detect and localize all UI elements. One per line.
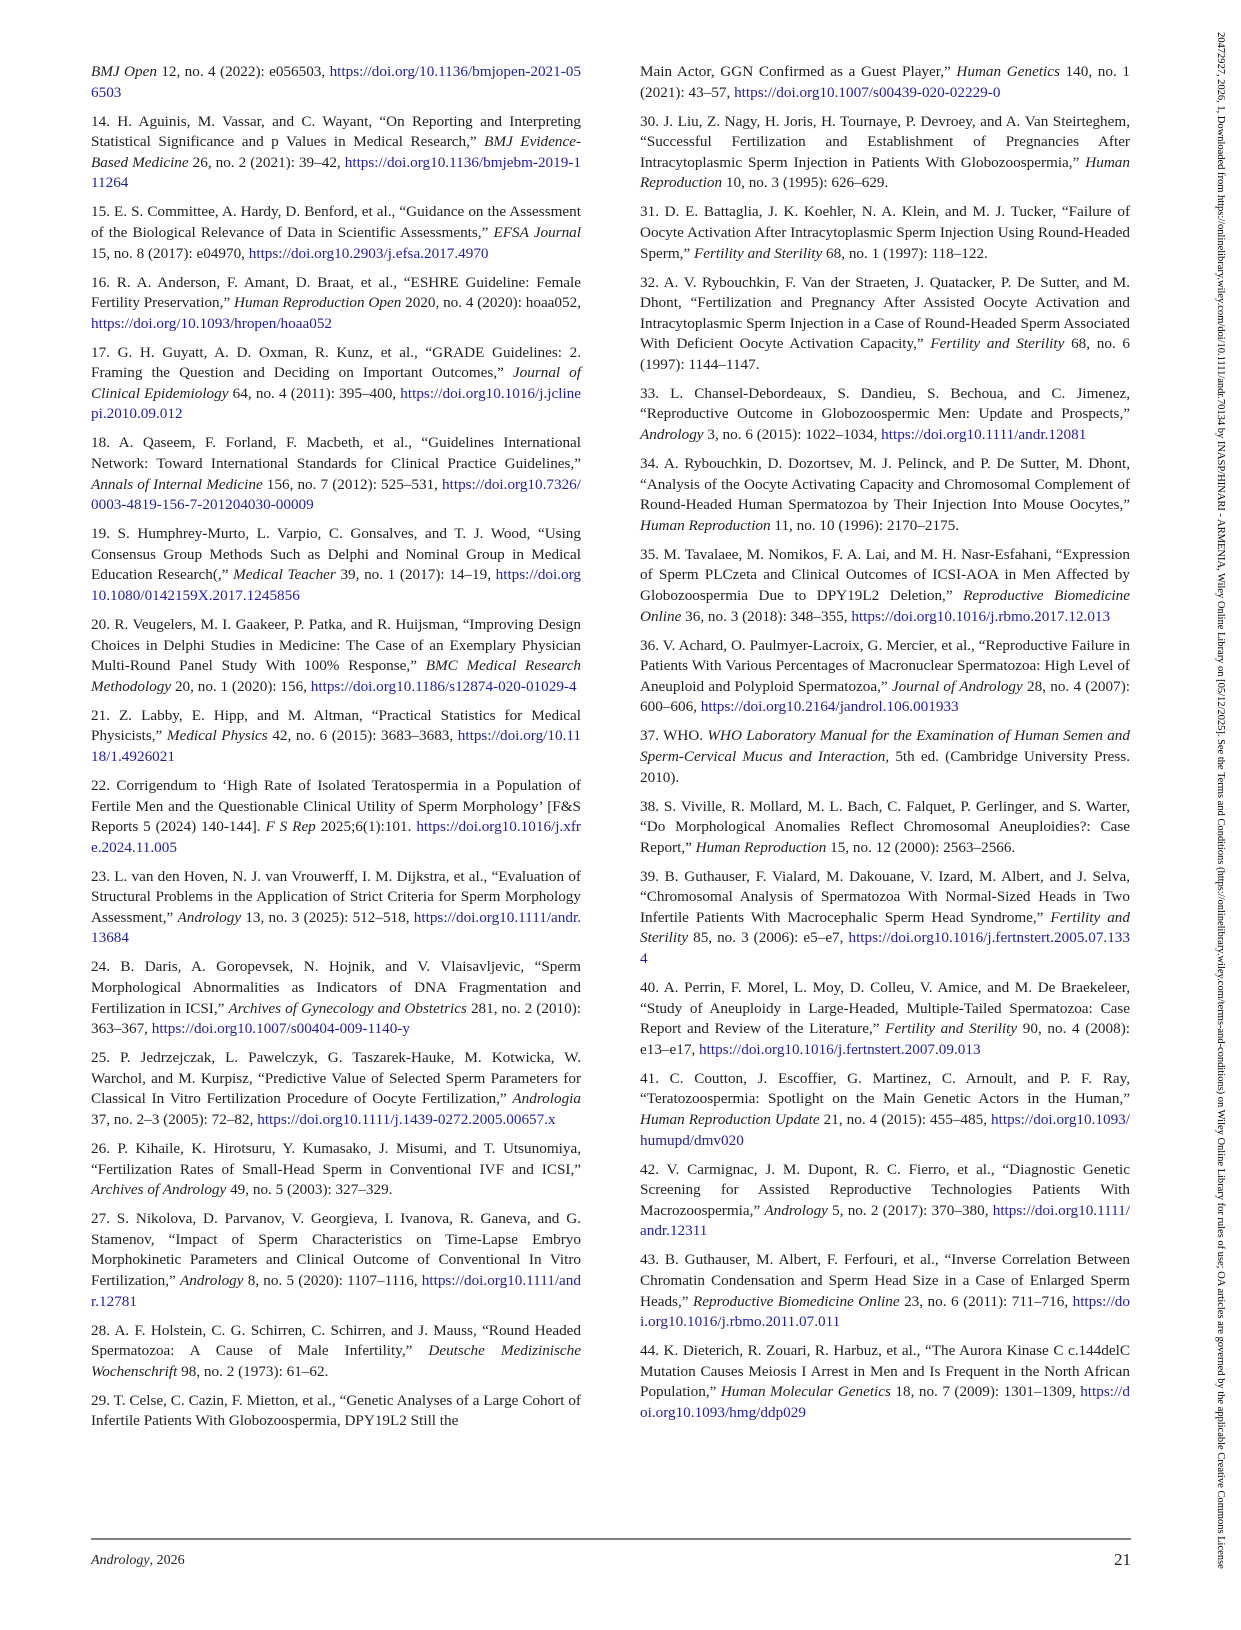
reference-text: 39. B. Guthauser, F. Vialard, M. Dakouane, V. Izard, M. Albert, and J. Selva, “Chromosomal Analysis of Spermatozoa With Normal-Sized Heads in Two Infertile Patients With Macrocephalic Sperm Head Syndrome,” xyxy=(640,867,1130,926)
reference-text: 15. E. S. Committee, A. Hardy, D. Benford, et al., “Guidance on the Assessment of the Biological Relevance of Data in Scientific Assessments,” xyxy=(91,203,581,241)
reference-text: 11, no. 10 (1996): 2170–2175. xyxy=(770,516,960,534)
reference-entry xyxy=(91,524,581,606)
reference-text: 25. P. Jedrzejczak, L. Pawelczyk, G. Taszarek-Hauke, M. Kotwicka, W. Warchol, and M. Kurpisz, “Predictive Value of Selected Sperm Parameters for Classical In Vitro Fertilization Procedure of Oocyte Fertilization,” xyxy=(91,1049,581,1108)
reference-text: 98, no. 2 (1973): 61–62. xyxy=(177,1362,329,1380)
reference-entry xyxy=(91,202,581,264)
reference-text: 43. B. Guthauser, M. Albert, F. Ferfouri, et al., “Inverse Correlation Between Chromatin Condensation and Sperm Head Size in a Case of Enlarged Sperm Heads,” xyxy=(640,1251,1130,1310)
doi-link[interactable]: https://doi.org10.1007/s00404-009-1140-y xyxy=(151,1020,410,1038)
references-left-column xyxy=(91,62,581,1440)
references-right-column xyxy=(640,62,1130,1432)
reference-text: 42. V. Carmignac, J. M. Dupont, R. C. Fierro, et al., “Diagnostic Genetic Screening for Assisted Reproductive Technologies Patients With Macrozoospermia,” xyxy=(640,1160,1130,1219)
journal-title: Journal of Clinical Epidemiology xyxy=(91,364,581,402)
doi-link[interactable]: https://doi.org10.1111/andr.12781 xyxy=(91,1271,581,1310)
doi-link[interactable]: https://doi.org10.1080/0142159X.2017.1245856 xyxy=(91,566,581,604)
reference-entry xyxy=(91,867,581,949)
reference-text: 33. L. Chansel-Debordeaux, S. Dandieu, S. Bechoua, and C. Jimenez, “Reproductive Outcome in Globozoospermic Men: Update and Prospects,” xyxy=(640,384,1130,423)
doi-link[interactable]: https://doi.org10.1136/bmjebm-2019-111264 xyxy=(91,153,581,192)
reference-text: 18. A. Qaseem, F. Forland, F. Macbeth, et al., “Guidelines International Network: Toward International Standards for Clinical Practice Guidelines,” xyxy=(91,434,581,473)
reference-entry xyxy=(91,1321,581,1383)
reference-text: 23, no. 6 (2011): 711–716, xyxy=(899,1292,1073,1310)
reference-entry xyxy=(640,1160,1130,1242)
reference-text: 41. C. Coutton, J. Escoffier, G. Martinez, C. Arnoult, and P. F. Ray, “Teratozoospermia: Spotlight on the Main Genetic Actors in the Human,” xyxy=(640,1069,1130,1108)
reference-text: 35. M. Tavalaee, M. Nomikos, F. A. Lai, and M. H. Nasr-Esfahani, “Expression of Sperm PLCzeta and Clinical Outcomes of ICSI-AOA in Men Affected by Globozoospermia Due to DPY19L2 Deletion,” xyxy=(640,545,1130,604)
reference-text: 15, no. 8 (2017): e04970, xyxy=(91,244,249,262)
journal-title: F S Rep xyxy=(265,818,316,836)
journal-title: Andrologia xyxy=(512,1090,581,1108)
reference-text: 2020, no. 4 (2020): hoaa052, xyxy=(401,294,582,312)
reference-entry xyxy=(91,112,581,194)
reference-text: 10, no. 3 (1995): 626–629. xyxy=(722,174,889,192)
reference-entry xyxy=(640,1250,1130,1332)
reference-text: 281, no. 2 (2010): 363–367, xyxy=(91,999,582,1038)
reference-text: 20. R. Veugelers, M. I. Gaakeer, P. Patka, and R. Huijsman, “Improving Design Choices in Delphi Studies in Medicine: The Case of an Exemplary Physician Multi-Round Panel Study With 100% Response,” xyxy=(91,615,581,675)
journal-title: Human Reproduction Update xyxy=(640,1111,820,1128)
reference-text: 34. A. Rybouchkin, D. Dozortsev, M. J. Pelinck, and P. De Sutter, M. Dhont, “Analysis of the Oocyte Activating Capacity and Chromosomal Complement of Round-Headed Human Spermatozoa by Their Injection Into Mouse Oocytes,” xyxy=(640,455,1130,514)
doi-link[interactable]: https://doi.org10.1016/j.fertnstert.2007.09.013 xyxy=(699,1040,981,1058)
reference-entry xyxy=(91,615,581,697)
reference-text: 140, no. 1 (2021): 43–57, xyxy=(640,63,1130,101)
reference-text: 29. T. Celse, C. Cazin, F. Mietton, et al., “Genetic Analyses of a Large Cohort of Infertile Patients With Globozoospermia, DPY19L2 Still the xyxy=(91,1391,581,1430)
reference-text: Main Actor, GGN Confirmed as a Guest Player,” xyxy=(640,63,957,80)
reference-entry xyxy=(91,62,581,103)
reference-entry xyxy=(91,1139,581,1201)
doi-link[interactable]: https://doi.org10.1111/andr.12081 xyxy=(881,426,1087,444)
reference-text: 31. D. E. Battaglia, J. K. Koehler, N. A. Klein, and M. J. Tucker, “Failure of Oocyte Activation After Intracytoplasmic Sperm Injection Using Round-Headed Sperm,” xyxy=(640,203,1130,262)
reference-text: 3, no. 6 (2015): 1022–1034, xyxy=(703,426,882,444)
reference-text: 12, no. 4 (2022): e056503, xyxy=(156,63,330,80)
doi-link[interactable]: https://doi.org/10.1136/bmjopen-2021-056503 xyxy=(91,63,581,101)
journal-title: Medical Teacher xyxy=(233,566,336,584)
doi-link[interactable]: https://doi.org10.1111/andr.12311 xyxy=(640,1201,1130,1240)
journal-title: Fertility and Sterility xyxy=(640,908,1130,947)
reference-text: 21, no. 4 (2015): 455–485, xyxy=(819,1111,992,1128)
journal-title: Human Reproduction Open xyxy=(233,294,402,312)
reference-text: 26, no. 2 (2021): 39–42, xyxy=(188,153,345,171)
journal-title: Annals of Internal Medicine xyxy=(91,475,263,493)
doi-link[interactable]: https://doi.org10.2903/j.efsa.2017.4970 xyxy=(248,244,489,262)
reference-text: 20, no. 1 (2020): 156, xyxy=(171,677,311,695)
reference-entry xyxy=(640,112,1130,194)
doi-link[interactable]: https://doi.org10.7326/0003-4819-156-7-201204030-00009 xyxy=(91,475,581,514)
reference-entry xyxy=(640,636,1130,718)
journal-title: Human Reproduction xyxy=(640,153,1130,192)
reference-entry xyxy=(91,706,581,768)
reference-entry xyxy=(640,454,1130,536)
reference-text: 37. WHO. xyxy=(640,727,708,745)
doi-link[interactable]: https://doi.org10.2164/jandrol.106.001933 xyxy=(700,698,959,716)
doi-link[interactable]: https://doi.org10.1186/s12874-020-01029-4 xyxy=(310,677,577,695)
reference-text: 39, no. 1 (2017): 14–19, xyxy=(335,566,496,584)
doi-link[interactable]: https://doi.org10.1093/humupd/dmv020 xyxy=(640,1111,1130,1149)
reference-text: 13, no. 3 (2025): 512–518, xyxy=(241,908,414,926)
reference-text: 49, no. 5 (2003): 327–329. xyxy=(226,1181,393,1199)
reference-entry xyxy=(640,1069,1130,1151)
reference-entry xyxy=(640,1341,1130,1423)
doi-link[interactable]: https://doi.org10.1016/j.fertnstert.2005.07.1334 xyxy=(640,929,1130,968)
journal-title: Fertility and Sterility xyxy=(694,244,823,262)
journal-title: Fertility and Sterility xyxy=(885,1020,1018,1038)
doi-link[interactable]: https://doi.org10.1016/j.rbmo.2017.12.013 xyxy=(851,607,1111,625)
reference-entry xyxy=(91,1048,581,1130)
download-watermark xyxy=(1208,32,1228,1602)
doi-link[interactable]: https://doi.org/10.1118/1.4926021 xyxy=(91,727,581,765)
reference-entry xyxy=(91,433,581,515)
reference-text: 15, no. 12 (2000): 2563–2566. xyxy=(826,838,1016,856)
reference-text: 90, no. 4 (2008): e13–e17, xyxy=(640,1020,1130,1058)
reference-text: 68, no. 1 (1997): 118–122. xyxy=(822,244,988,262)
journal-title: Andrology xyxy=(177,908,242,926)
reference-text: 36, no. 3 (2018): 348–355, xyxy=(681,607,852,625)
reference-text: 156, no. 7 (2012): 525–531, xyxy=(262,475,443,493)
reference-text: 2025;6(1):101. xyxy=(315,818,417,836)
journal-title: BMC Medical Research Methodology xyxy=(91,657,581,695)
reference-text: 68, no. 6 (1997): 1144–1147. xyxy=(640,335,1130,373)
reference-entry xyxy=(91,343,581,425)
reference-text: 42, no. 6 (2015): 3683–3683, xyxy=(267,727,458,745)
reference-entry xyxy=(640,62,1130,103)
reference-text: 18, no. 7 (2009): 1301–1309, xyxy=(890,1383,1081,1401)
footer-divider xyxy=(91,1538,1131,1540)
reference-text: 8, no. 5 (2020): 1107–1116, xyxy=(243,1271,422,1289)
reference-text: 28, no. 4 (2007): 600–606, xyxy=(640,677,1130,716)
doi-link[interactable]: https://doi.org10.1093/hmg/ddp029 xyxy=(640,1383,1130,1421)
reference-entry xyxy=(91,273,581,335)
journal-title: Human Genetics xyxy=(956,63,1060,80)
reference-text: 44. K. Dieterich, R. Zouari, R. Harbuz, et al., “The Aurora Kinase C c.144delC Mutation Causes Meiosis I Arrest in Men and Is Frequent in the North African Population,” xyxy=(640,1342,1130,1401)
reference-text: 22. Corrigendum to ‘High Rate of Isolated Teratospermia in a Population of Fertile Men and the Questionable Clinical Utility of Sperm Morphology’ [F&S Reports 5 (2024) 140-144]. xyxy=(91,776,581,836)
doi-link[interactable]: https://doi.org10.1016/j.xfre.2024.11.005 xyxy=(91,818,581,856)
reference-text: , 5th ed. (Cambridge University Press. 2010). xyxy=(640,747,1130,786)
journal-title: Archives of Andrology xyxy=(91,1181,227,1199)
doi-link[interactable]: https://doi.org/10.1093/hropen/hoaa052 xyxy=(91,314,333,332)
doi-link[interactable]: https://doi.org10.1111/andr.13684 xyxy=(91,908,581,947)
journal-title: Human Reproduction xyxy=(695,838,827,856)
doi-link[interactable]: https://doi.org10.1007/s00439-020-02229-0 xyxy=(734,83,1001,101)
journal-title: Fertility and Sterility xyxy=(930,335,1065,353)
journal-title: Reproductive Biomedicine Online xyxy=(692,1292,900,1310)
page-number: 21 xyxy=(1114,1550,1131,1569)
journal-title: Human Molecular Genetics xyxy=(720,1383,891,1401)
journal-title: Andrology xyxy=(764,1201,828,1219)
reference-entry xyxy=(640,726,1130,788)
reference-text: 64, no. 4 (2011): 395–400, xyxy=(228,384,401,402)
journal-title: WHO Laboratory Manual for the Examination of Human Semen and Sperm-Cervical Mucus and Interaction xyxy=(640,727,1130,765)
reference-text: 17. G. H. Guyatt, A. D. Oxman, R. Kunz, et al., “GRADE Guidelines: 2. Framing the Question and Deciding on Important Outcomes,” xyxy=(91,343,581,382)
reference-entry xyxy=(640,867,1130,970)
journal-title: Reproductive Biomedicine Online xyxy=(640,587,1130,625)
reference-text: 40. A. Perrin, F. Morel, L. Moy, D. Colleu, V. Amice, and M. De Braekeleer, “Study of Aneuploidy in Large-Headed, Multiple-Tailed Spermatozoa: Case Report and Review of the Literature,” xyxy=(640,979,1130,1038)
download-watermark-text: 20472927, 2026, 1, Downloaded from https://onlinelibrary.wiley.com/doi/10.1111/andr.70134 by INASP/HINARI - ARMENIA, Wiley Online Library on [05/12/2025]. See the Terms and Conditions (https://onlinelibrary.wiley.com/terms-and-conditions) on Wiley Online Library for rules of use; OA articles are governed by the applicable Creative Commons License xyxy=(1215,32,1226,1569)
reference-text: 28. A. F. Holstein, C. G. Schirren, C. Schirren, and J. Mauss, “Round Headed Spermatozoa: A Cause of Male Infertility,” xyxy=(91,1321,581,1360)
journal-title: Journal of Andrology xyxy=(891,677,1023,695)
journal-title: Human Reproduction xyxy=(640,516,771,534)
journal-title: Deutsche Medizinische Wochenschrift xyxy=(91,1342,581,1380)
reference-text: 5, no. 2 (2017): 370–380, xyxy=(827,1201,993,1219)
reference-text: 30. J. Liu, Z. Nagy, H. Joris, H. Tournaye, P. Devroey, and A. Van Steirteghem, “Successful Fertilization and Establishment of Pregnancies After Intracytoplasmic Sperm Injection in Patients With Globozoospermia,” xyxy=(640,112,1130,171)
journal-title: BMJ Evidence-Based Medicine xyxy=(91,133,582,171)
reference-text: 85, no. 3 (2006): e5–e7, xyxy=(688,929,849,947)
doi-link[interactable]: https://doi.org10.1016/j.rbmo.2011.07.011 xyxy=(640,1292,1130,1331)
reference-text: 24. B. Daris, A. Goropevsek, N. Hojnik, and V. Vlaisavljevic, “Sperm Morphological Abnormalities as Indicators of DNA Fragmentation and Fertilization in ICSI,” xyxy=(91,958,581,1017)
reference-text: 23. L. van den Hoven, N. J. van Vrouwerff, I. M. Dijkstra, et al., “Evaluation of Structural Problems in the Application of Strict Criteria for Sperm Morphology Assessment,” xyxy=(91,867,581,926)
reference-text: 21. Z. Labby, E. Hipp, and M. Altman, “Practical Statistics for Medical Physicists,” xyxy=(91,706,581,745)
reference-text: 32. A. V. Rybouchkin, F. Van der Straeten, J. Quatacker, P. De Sutter, and M. Dhont, “Fertilization and Pregnancy After Assisted Oocyte Activation and Intracytoplasmic Sperm Injection in a Case of Round-Headed Sperm Associated With Deficient Oocyte Activation Capacity,” xyxy=(640,273,1130,353)
reference-text: 27. S. Nikolova, D. Parvanov, V. Georgieva, I. Ivanova, R. Ganeva, and G. Stamenov, “Impact of Sperm Characteristics on Time-Lapse Embryo Morphokinetic Parameters and Clinical Outcome of Conventional In Vitro Fertilization,” xyxy=(91,1210,581,1289)
footer-year: , 2026 xyxy=(149,1553,185,1568)
journal-title: Andrology xyxy=(640,426,704,444)
reference-text: 36. V. Achard, O. Paulmyer-Lacroix, G. Mercier, et al., “Reproductive Failure in Patients With Various Percentages of Macronuclear Spermatozoa: High Level of Aneuploid and Polyploid Spermatozoa,” xyxy=(640,636,1130,695)
reference-text: 14. H. Aguinis, M. Vassar, and C. Wayant, “On Reporting and Interpreting Statistical Significance and p Values in Medical Research,” xyxy=(91,112,581,151)
reference-entry xyxy=(640,978,1130,1060)
reference-text: 37, no. 2–3 (2005): 72–82, xyxy=(91,1111,258,1128)
footer-journal-citation xyxy=(91,1553,185,1569)
journal-title: EFSA Journal xyxy=(493,223,581,241)
journal-title: BMJ Open xyxy=(91,63,157,80)
footer-journal-name: Andrology xyxy=(91,1553,150,1568)
reference-entry xyxy=(91,776,581,858)
reference-entry xyxy=(640,384,1130,446)
reference-entry xyxy=(640,797,1130,859)
reference-text: 26. P. Kihaile, K. Hirotsuru, Y. Kumasako, J. Misumi, and T. Utsunomiya, “Fertilization Rates of Small-Head Sperm in Conventional IVF and ICSI,” xyxy=(91,1139,581,1178)
reference-entry xyxy=(91,1391,581,1432)
reference-entry xyxy=(640,202,1130,264)
reference-entry xyxy=(640,545,1130,627)
reference-entry xyxy=(91,957,581,1039)
reference-text: 19. S. Humphrey-Murto, L. Varpio, C. Gonsalves, and T. J. Wood, “Using Consensus Group Methods Such as Delphi and Nominal Group in Medical Education Research(,” xyxy=(91,525,581,584)
reference-entry xyxy=(91,1209,581,1312)
journal-title: Andrology xyxy=(179,1271,244,1289)
reference-entry xyxy=(640,273,1130,376)
journal-title: Archives of Gynecology and Obstetrics xyxy=(228,999,467,1017)
reference-text: 38. S. Viville, R. Mollard, M. L. Bach, C. Falquet, P. Gerlinger, and S. Warter, “Do Morphological Anomalies Reflect Chromosomal Aneuploidies?: Case Report,” xyxy=(640,797,1130,856)
doi-link[interactable]: https://doi.org10.1016/j.jclinepi.2010.09.012 xyxy=(91,384,581,423)
doi-link[interactable]: https://doi.org10.1111/j.1439-0272.2005.00657.x xyxy=(257,1111,556,1128)
reference-text: 16. R. A. Anderson, F. Amant, D. Braat, et al., “ESHRE Guideline: Female Fertility Preservation,” xyxy=(91,273,581,312)
journal-title: Medical Physics xyxy=(166,727,268,745)
